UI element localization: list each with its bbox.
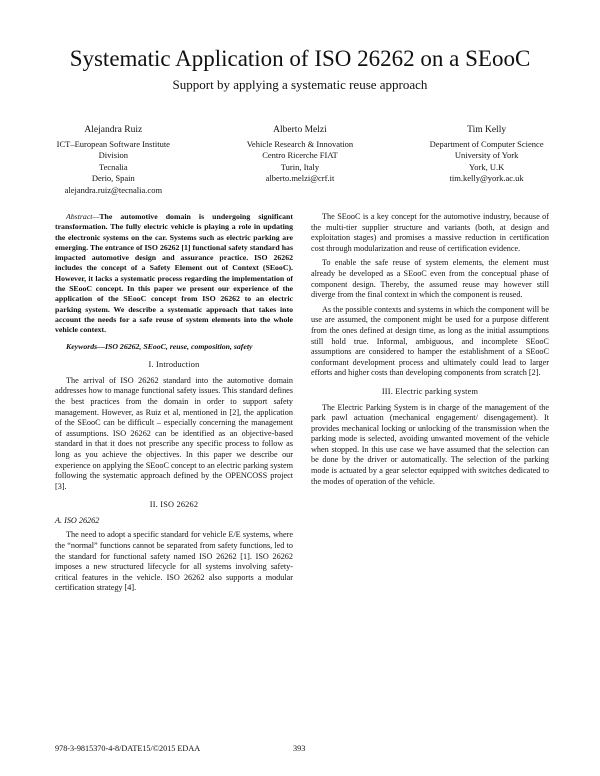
paragraph: To enable the safe reuse of system elements, the element must already be developed as a SEooC even from the conceptual phase of component design. Thereby, the assumed reuse may however still diverge from the final context in which the component is reused.: [311, 258, 549, 300]
author-affiliation-line: York, U.K: [468, 161, 505, 172]
author-affiliation-line: Derio, Spain: [91, 173, 135, 183]
author-affiliation-line: Tecnalia: [98, 161, 128, 172]
author-affiliation-line: Department of Computer Science: [429, 138, 544, 149]
paragraph: The arrival of ISO 26262 standard into the automotive domain addresses how to manage functional safety issues. This standard defines the best practices from the domain in order to support safety management. However, as Ruiz et al, mentioned in [2], the application of the SEooC can be difficult – especially concerning the management of assumptions. ISO 26262 can be identified as an objective-based standard in that it does not prescribe any specific process to follow as long as you achieve the objectives. In this paper we describe our experience on applying the SEooC concept to an electric parking system following the systematic approach defined by the OPENCOSS project [3].: [55, 375, 293, 491]
paper-subtitle: Support by applying a systematic reuse approach: [172, 77, 428, 92]
section-heading: II. ISO 26262: [149, 500, 199, 510]
abstract-label: Abstract—: [66, 212, 100, 221]
footer-isbn: 978-3-9815370-4-8/DATE15/©2015 EDAA: [55, 744, 201, 753]
author-affiliation-line: Centro Ricerche FIAT: [262, 150, 338, 160]
author-name: Alberto Melzi: [273, 125, 327, 135]
keywords: Keywords—ISO 26262, SEooC, reuse, composition, safety: [66, 341, 253, 351]
author-1: [20, 125, 207, 196]
author-2: [207, 125, 394, 196]
paragraph: The Electric Parking System is in charge of the management of the park pawl actuation (mechanical engagement/ disengagement). It provides mechanical locking or unlocking of the transmission when the parking mode is selected, avoiding unwanted movement of the vehicle when stopped. In this use case we have assumed that the selection can be done by the driver or automatically. The selection of the parking mode is actuated by a gear selector equipped with switches dedicated to the modes of operation of the vehicle.: [311, 402, 549, 486]
author-affiliation-line: Turin, Italy: [280, 161, 320, 172]
author-name: Tim Kelly: [467, 125, 507, 135]
author-email: alejandra.ruiz@tecnalia.com: [64, 184, 163, 195]
left-column: [55, 212, 293, 598]
author-name: Alejandra Ruiz: [84, 125, 143, 135]
subsection-heading: A. ISO 26262: [55, 515, 100, 525]
author-email: tim.kelly@york.ac.uk: [449, 173, 524, 183]
paragraph: As the possible contexts and systems in which the component will be use are assumed, the component might be used for a purpose different from the ones defined at design time, as long as the initial assumptions still hold true. Informal, ambiguous, and incomplete SEooC assumptions are considered to hamper the establishment of a SEooC conformant development process and ultimately could lead to larger efforts and higher costs than developing components from scratch [2].: [311, 304, 549, 378]
author-email: alberto.melzi@crf.it: [265, 173, 335, 183]
author-affiliation-line: Division: [98, 150, 128, 160]
paper-title: Systematic Application of ISO 26262 on a SEooC: [69, 46, 531, 71]
paragraph: The need to adopt a specific standard for vehicle E/E systems, where the “normal” functions cannot be separated from safety functions, led to the standard for functional safety named ISO 26262 [1]. ISO 26262 imposes a new structured lifecycle for all systems involving safety-critical features in the vehicle. ISO 26262 also supports a modular certification strategy [4].: [55, 530, 293, 593]
author-affiliation-line: ICT–European Software Institute: [56, 138, 170, 149]
page-number: 393: [293, 744, 306, 753]
author-affiliation-line: Vehicle Research & Innovation: [246, 138, 354, 149]
section-heading: III. Electric parking system: [381, 386, 479, 396]
paragraph: The SEooC is a key concept for the automotive industry, because of the multi-tier supplier structure and variants (both, at design and exploitation stages) and promises a massive reduction in certification cost through modularization and reuse of certification evidence.: [311, 212, 549, 253]
abstract-text: The automotive domain is undergoing significant transformation. The fully electric vehicle is playing a role in updating the electronic systems on the car. Systems such as electric parking are emerging. The entrance of ISO 26262 [1] functional safety standard has impacted automotive design and assurance practice. ISO 26262 includes the concept of a Safety Element out of Context (SEooC). However, it lacks a systematic process regarding the implementation of the SEooC concept. In this paper we present our experience of the application of the SEooC concept from ISO 26262 to an electric parking system. We describe a systematic approach that takes into account the needs for a safe reuse of system elements into the whole vehicle context.: [55, 212, 293, 335]
author-affiliation-line: University of York: [454, 150, 519, 160]
right-column: [311, 212, 549, 491]
abstract: [55, 212, 293, 336]
author-block: [20, 125, 580, 196]
author-3: [393, 125, 580, 196]
section-heading: I. Introduction: [148, 360, 200, 370]
